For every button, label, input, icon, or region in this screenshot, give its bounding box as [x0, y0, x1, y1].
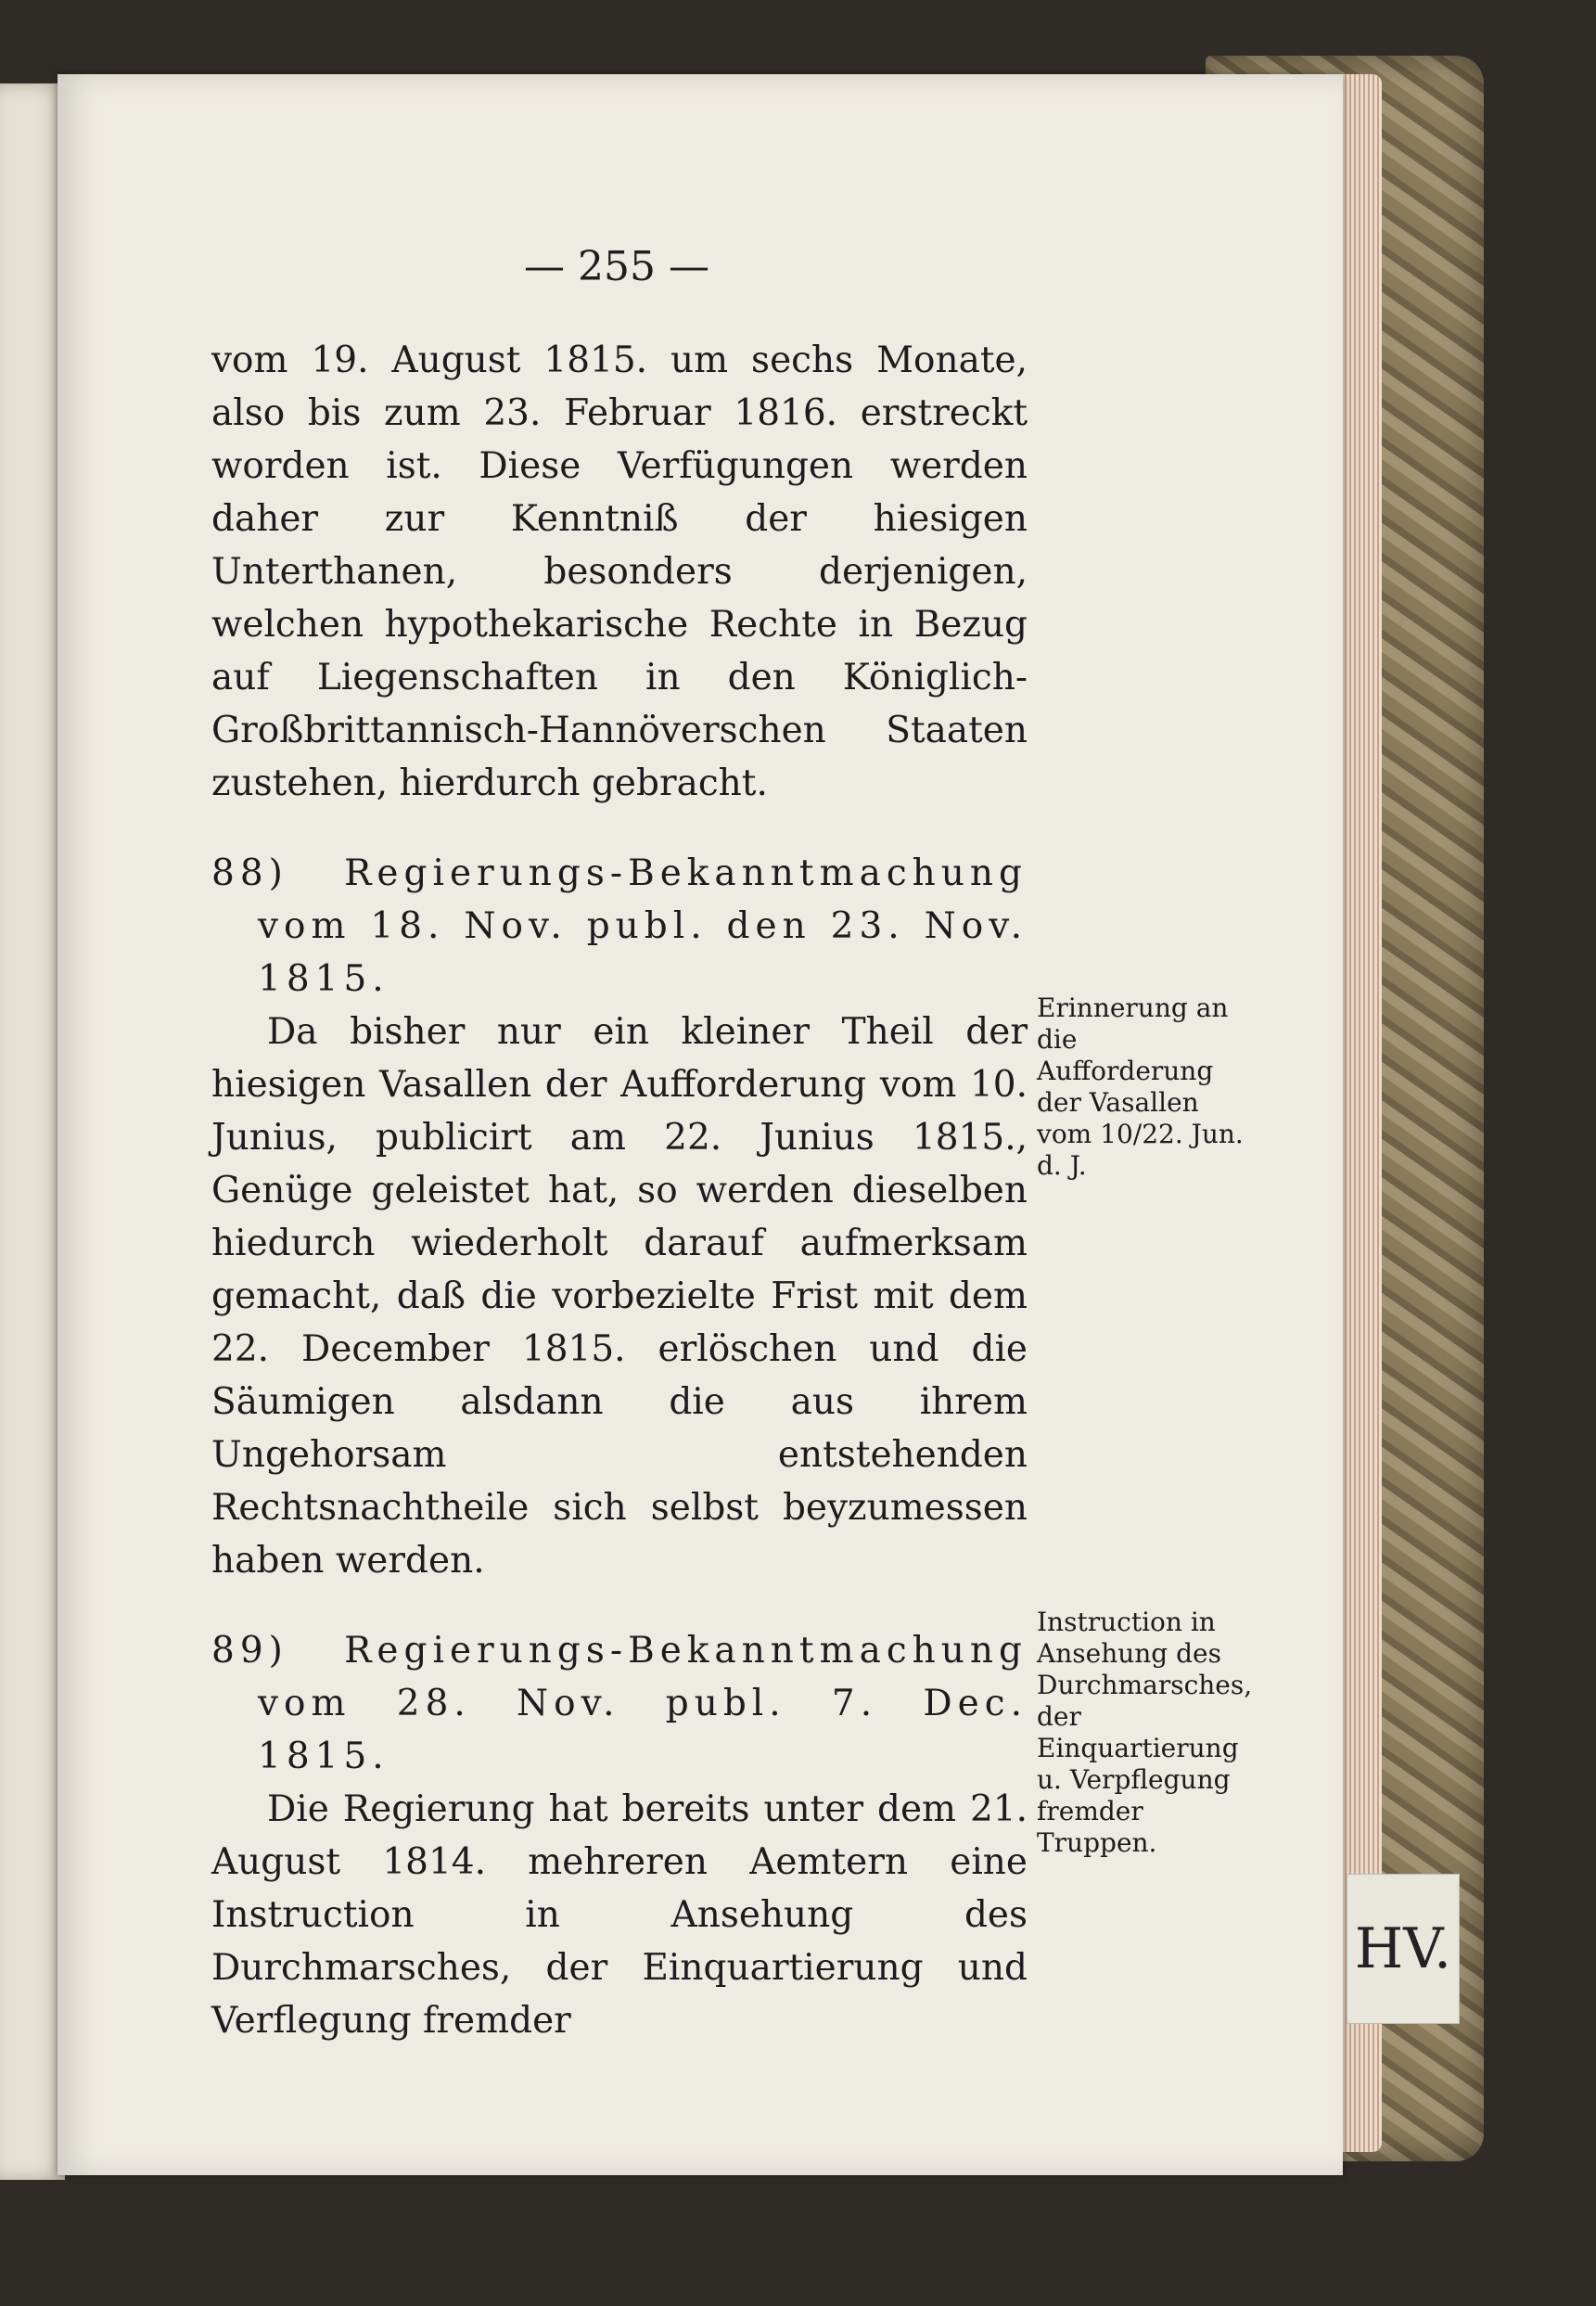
margin-note-89: Instruction in Ansehung des Durchmarsches, der Einquartierung u. Verpflegung fremder Truppen.	[1037, 1607, 1253, 1858]
signature-mark: HV.	[1347, 1874, 1460, 2024]
page-number: — 255 —	[524, 243, 709, 290]
section-88-paragraph: Da bisher nur ein kleiner Theil der hiesigen Vasallen der Aufforderung vom 10. Junius, publicirt am 22. Junius 1815., Genüge geleistet hat, so werden dieselben hiedurch wiederholt darauf aufmerksam gemacht, daß die vorbezielte Frist mit dem 22. December 1815. erlöschen und die Säumigen alsdann die aus ihrem Ungehorsam entstehenden Rechtsnachtheile sich selbst beyzumessen haben werden.	[211, 1011, 1028, 1582]
section-89-title: 89) Regierungs-Bekanntmachung vom 28. Nov. publ. 7. Dec. 1815.	[211, 1630, 1028, 1777]
section-gap	[211, 810, 1028, 847]
margin-note-88: Erinnerung an die Aufforderung der Vasallen vom 10/22. Jun. d. J.	[1037, 993, 1244, 1181]
main-text-column	[211, 334, 1028, 2047]
section-89-paragraph: Die Regierung hat bereits unter dem 21. August 1814. mehreren Aemtern eine Instruction in Ansehung des Durchmarsches, der Einquartierung und Verflegung fremder	[211, 1788, 1028, 2042]
continuation-paragraph: vom 19. August 1815. um sechs Monate, also bis zum 23. Februar 1816. erstreckt worden ist. Diese Verfügungen werden daher zur Kenntniß der hiesigen Unterthanen, besonders derjenigen, welchen hypothekarische Rechte in Bezug auf Liegenschaften in den Königlich-Großbrittannisch-Hannöverschen Staaten zustehen, hierdurch gebracht.	[211, 339, 1028, 804]
facing-page-edge	[0, 83, 65, 2180]
section-gap	[211, 1587, 1028, 1624]
section-88-title: 88) Regierungs-Bekanntmachung vom 18. Nov. publ. den 23. Nov. 1815.	[211, 852, 1028, 1000]
